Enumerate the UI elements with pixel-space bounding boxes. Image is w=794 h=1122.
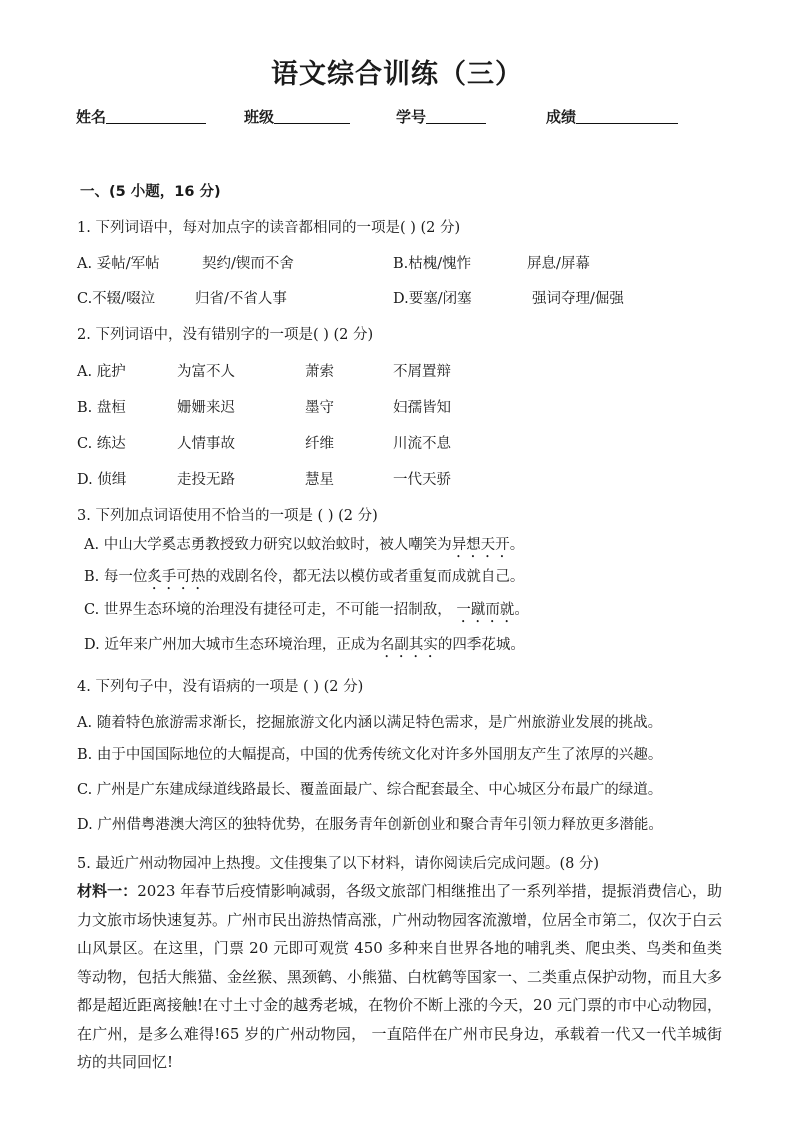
material-text: 2023 年春节后疫情影响减弱，各级文旅部门相继推出了一系列举措，提振消费信心，助力文旅市场快速复苏。广州市民出游热情高涨，广州动物园客流激增，位居全市第二，仅次于白云山风景区。在这里，门票 20 元即可观赏 450 多种来自世界各地的哺乳类、爬虫类、鸟类和鱼类等动物，包括大熊猫、金丝猴、黑颈鹤、小熊猫、白枕鹤等国家一、二类重点保护动物，而且大多都是超近距离接触!在寸土寸金的越秀老城，在物价不断上涨的今天，20 元门票的市中心动物园，在广州，是多么难得!65 岁的广州动物园， 一直陪伴在广州市民身边，承载着一代又一代羊城街坊的共同回忆!: [77, 882, 723, 1071]
q3-option-a: [84, 533, 524, 561]
q2-stem: 2. 下列词语中，没有错别字的一项是( ) (2 分): [77, 327, 374, 343]
q1-option-c-second: 归省/不省人事: [195, 291, 287, 307]
q2-option-label: B. 盘桓: [77, 400, 126, 416]
q3-dotted-phrase: 一蹴而就: [456, 602, 515, 618]
q3-text: 。: [509, 537, 525, 553]
q3-text: 的四季花城。: [437, 637, 525, 653]
q2-word: 川流不息: [393, 436, 451, 452]
score-label: 成绩: [546, 108, 577, 126]
q2-option-label: C. 练达: [77, 436, 126, 452]
q4-option-c: C. 广州是广东建成绿道线路最长、覆盖面最广、综合配套最全、中心城区分布最广的绿道。: [77, 782, 663, 798]
name-field[interactable]: [76, 106, 206, 127]
q2-word: 不屑置辩: [393, 364, 451, 380]
class-field[interactable]: [244, 106, 350, 127]
q2-option-label: A. 庇护: [77, 364, 126, 380]
score-blank[interactable]: [576, 108, 678, 124]
q1-option-b: B.枯槐/愧怍: [393, 256, 472, 272]
q2-word: 人情事故: [177, 436, 235, 452]
page-title: 语文综合训练（三）: [271, 59, 523, 90]
section-heading: 一、(5 小题，16 分): [80, 184, 221, 200]
q4-option-d: D. 广州借粤港澳大湾区的独特优势，在服务青年创新创业和聚合青年引领力释放更多潜能。: [77, 817, 663, 833]
class-label: 班级: [244, 108, 275, 126]
student-number-blank[interactable]: [426, 108, 486, 124]
name-blank[interactable]: [106, 108, 206, 124]
q3-text: C. 世界生态环境的治理没有捷径可走，不可能一招制敌，: [84, 602, 457, 618]
q4-stem: 4. 下列句子中，没有语病的一项是 ( ) (2 分): [77, 679, 364, 695]
q2-word: 萧索: [305, 364, 334, 380]
q2-word: 为富不人: [177, 364, 235, 380]
student-number-label: 学号: [396, 108, 427, 126]
q2-word: 纤维: [305, 436, 334, 452]
q1-option-a-second: 契约/锲而不舍: [202, 256, 294, 272]
q2-word: 姗姗来迟: [177, 400, 235, 416]
q1-option-b-second: 屏息/屏幕: [527, 256, 590, 272]
material-label: 材料一：: [77, 882, 138, 900]
q3-text: 。: [514, 602, 529, 618]
student-number-field[interactable]: [396, 106, 486, 127]
q3-option-d: [84, 633, 525, 661]
q3-text: A. 中山大学奚志勇教授致力研究以蚊治蚊时，被人嘲笑为: [84, 537, 452, 553]
q1-option-a: A. 妥帖/军帖: [77, 256, 160, 272]
q2-word: 妇孺皆知: [393, 400, 451, 416]
q2-word: 一代天骄: [393, 472, 451, 488]
q2-option-label: D. 侦缉: [77, 472, 127, 488]
q3-dotted-phrase: 炙手可热: [147, 569, 206, 585]
score-field[interactable]: [546, 106, 678, 127]
q3-stem: 3. 下列加点词语使用不恰当的一项是 ( ) (2 分): [77, 508, 378, 524]
q1-option-d: D.要塞/闭塞: [393, 291, 472, 307]
q4-option-a: A. 随着特色旅游需求渐长，挖掘旅游文化内涵以满足特色需求，是广州旅游业发展的挑战。: [77, 715, 663, 731]
q4-option-b: B. 由于中国国际地位的大幅提高，中国的优秀传统文化对许多外国朋友产生了浓厚的兴趣。: [77, 747, 663, 763]
q2-word: 慧星: [305, 472, 334, 488]
q3-option-c: [84, 598, 529, 626]
q5-stem: 5. 最近广州动物园冲上热搜。文佳搜集了以下材料，请你阅读后完成问题。(8 分): [77, 856, 600, 872]
q5-material-one: [77, 877, 722, 1077]
q3-text: B. 每一位: [84, 569, 148, 585]
q3-option-b: [84, 565, 524, 593]
q2-word: 走投无路: [177, 472, 235, 488]
q1-option-d-second: 强词夺理/倔强: [532, 291, 624, 307]
q3-dotted-phrase: 名副其实: [379, 637, 438, 653]
name-label: 姓名: [76, 108, 107, 126]
q3-text: D. 近年来广州加大城市生态环境治理，正成为: [84, 637, 380, 653]
q1-stem: 1. 下列词语中，每对加点字的读音都相同的一项是( ) (2 分): [77, 220, 461, 236]
class-blank[interactable]: [274, 108, 350, 124]
q2-word: 墨守: [305, 400, 334, 416]
q3-text: 的戏剧名伶，都无法以模仿或者重复而成就自己。: [205, 569, 525, 585]
q1-option-c: C.不辍/啜泣: [77, 291, 156, 307]
q3-dotted-phrase: 异想天开: [451, 537, 510, 553]
